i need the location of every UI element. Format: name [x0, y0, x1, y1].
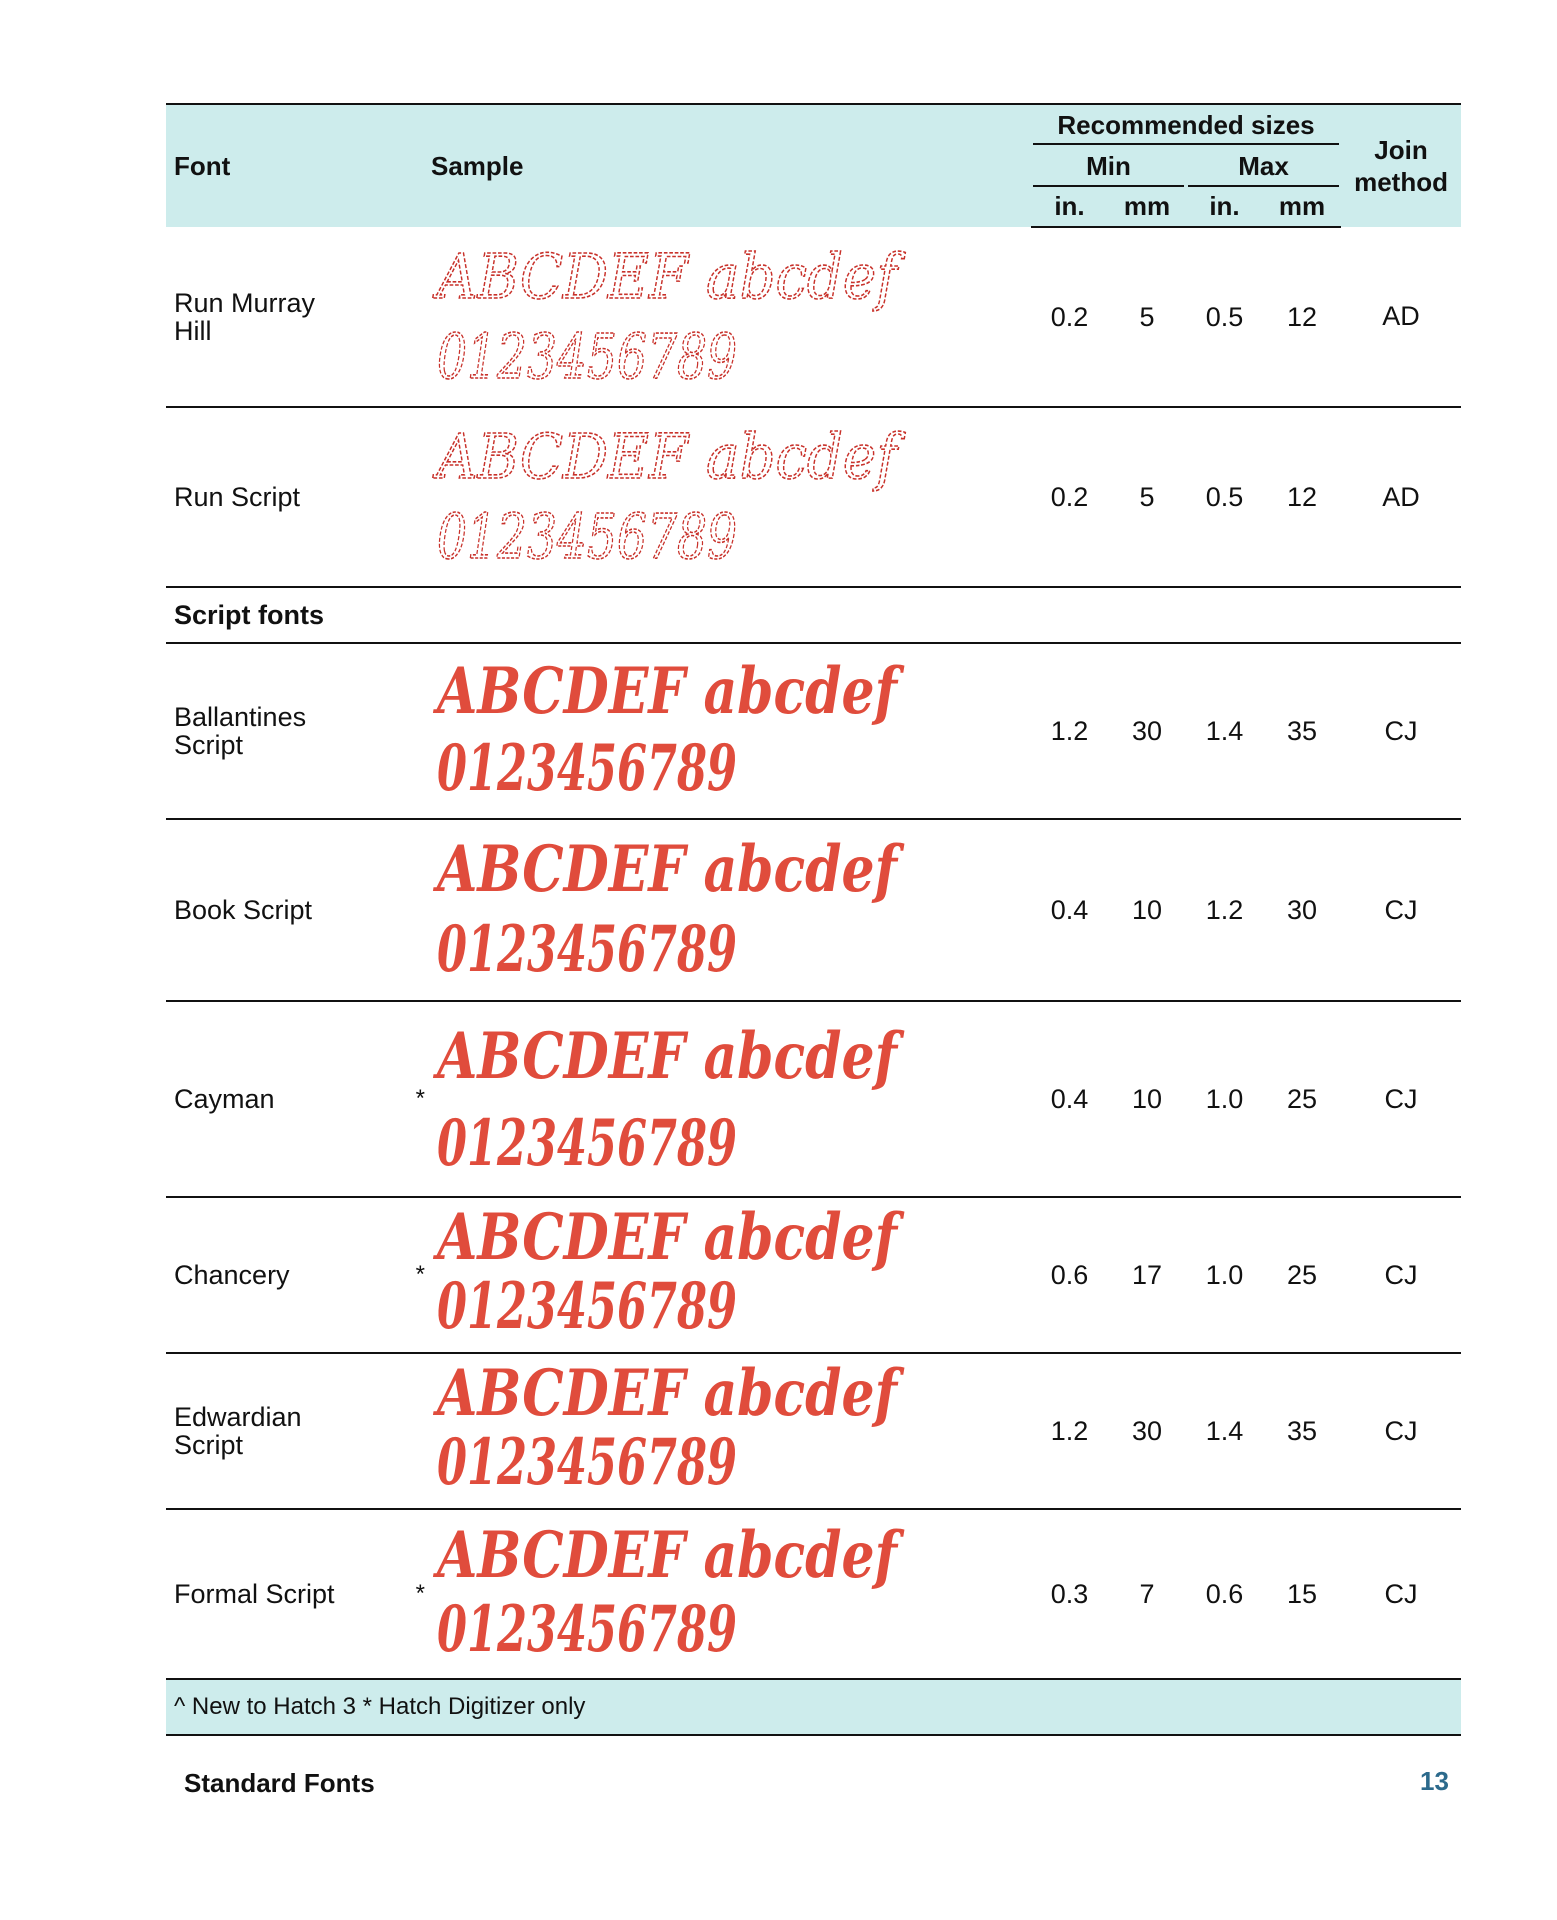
font-name-cell [166, 407, 431, 587]
font-name: Edwardian [174, 1402, 302, 1432]
font-name-line2: Script [174, 730, 244, 760]
min-in-cell: 0.2 [1031, 407, 1108, 587]
min-in-cell: 1.2 [1031, 1353, 1108, 1509]
sample-digits: 0123456789 [437, 1106, 737, 1181]
max-mm-cell: 15 [1263, 1509, 1341, 1679]
sample-cell [431, 643, 1031, 819]
join-cell: CJ [1341, 1197, 1461, 1353]
min-mm-cell: 7 [1108, 1509, 1186, 1679]
sample-letters: ABCDEF abcdef [432, 1200, 905, 1275]
font-name-cell [166, 227, 431, 407]
font-name-cell [166, 1197, 431, 1353]
sample-cell [431, 1197, 1031, 1353]
max-mm-cell: 35 [1263, 643, 1341, 819]
font-name: Formal Script [174, 1579, 335, 1609]
header-font: Font [166, 104, 431, 227]
max-mm-cell: 12 [1263, 227, 1341, 407]
font-name-cell [166, 1353, 431, 1509]
join-cell: AD [1341, 227, 1461, 407]
min-mm-cell: 10 [1108, 819, 1186, 1001]
footnote-row [166, 1679, 1461, 1735]
header-recommended-sizes: Recommended sizes [1031, 104, 1341, 145]
max-in-cell: 1.4 [1186, 643, 1263, 819]
max-mm-cell: 12 [1263, 407, 1341, 587]
embroidery-sample [431, 646, 1031, 816]
max-mm-cell: 35 [1263, 1353, 1341, 1509]
font-name-cell [166, 1509, 431, 1679]
min-mm-cell: 17 [1108, 1197, 1186, 1353]
table-row [166, 1001, 1461, 1197]
header-max: Max [1186, 145, 1341, 187]
header-max-mm: mm [1263, 187, 1341, 227]
header-join-line2: method [1354, 167, 1448, 197]
sample-digits: 0123456789 [437, 912, 737, 987]
table-row [166, 1353, 1461, 1509]
sample-cell [431, 819, 1031, 1001]
sample-letters: ABCDEF abcdef [432, 832, 905, 907]
sample-digits: 0123456789 [437, 1269, 737, 1344]
min-mm-cell: 5 [1108, 407, 1186, 587]
footer-title: Standard Fonts [184, 1768, 375, 1798]
min-in-cell: 0.4 [1031, 1001, 1108, 1197]
table-header [166, 104, 1461, 227]
min-mm-cell: 30 [1108, 1353, 1186, 1509]
join-cell: CJ [1341, 1001, 1461, 1197]
join-cell: CJ [1341, 1353, 1461, 1509]
font-name-cell [166, 1001, 431, 1197]
font-name: Chancery [174, 1260, 290, 1290]
sample-letters: ABCDEF abcdef [432, 1518, 905, 1593]
sample-digits: 0123456789 [437, 731, 737, 806]
section-heading: Script fonts [166, 587, 1461, 643]
min-in-cell: 1.2 [1031, 643, 1108, 819]
header-join-method [1341, 104, 1461, 227]
font-name: Ballantines [174, 702, 307, 732]
min-in-cell: 0.6 [1031, 1197, 1108, 1353]
sample-letters: ABCDEF abcdef [432, 239, 907, 313]
max-mm-cell: 25 [1263, 1001, 1341, 1197]
table-row [166, 1197, 1461, 1353]
join-cell: CJ [1341, 643, 1461, 819]
font-name: Run Murray [174, 287, 316, 318]
join-cell: AD [1341, 407, 1461, 587]
section-row [166, 587, 1461, 643]
font-name: Cayman [174, 1084, 275, 1114]
embroidery-sample [431, 230, 1031, 404]
embroidery-sample [431, 1200, 1031, 1350]
table-row [166, 227, 1461, 407]
digitizer-only-marker: * [415, 1580, 425, 1607]
embroidery-sample [431, 822, 1031, 998]
sample-cell [431, 227, 1031, 407]
header-min: Min [1031, 145, 1186, 187]
footnote-text: ^ New to Hatch 3 * Hatch Digitizer only [166, 1679, 1461, 1735]
sample-letters: ABCDEF abcdef [432, 1356, 905, 1431]
sample-digits: 0123456789 [437, 1425, 737, 1500]
sample-cell [431, 1001, 1031, 1197]
sample-letters: ABCDEF abcdef [432, 420, 907, 493]
join-cell: CJ [1341, 819, 1461, 1001]
max-in-cell: 1.2 [1186, 819, 1263, 1001]
font-name: Run Script [174, 482, 301, 512]
min-mm-cell: 10 [1108, 1001, 1186, 1197]
digitizer-only-marker: * [415, 1261, 425, 1288]
max-in-cell: 0.5 [1186, 407, 1263, 587]
font-name-cell [166, 643, 431, 819]
sample-letters: ABCDEF abcdef [432, 1019, 905, 1094]
max-in-cell: 0.6 [1186, 1509, 1263, 1679]
font-name-cell [166, 819, 431, 1001]
min-in-cell: 0.2 [1031, 227, 1108, 407]
table-body [166, 227, 1461, 1735]
font-name: Book Script [174, 895, 313, 925]
font-name-line2: Hill [174, 315, 212, 346]
table-row [166, 1509, 1461, 1679]
fonts-table [166, 103, 1461, 1736]
sample-digits: 0123456789 [437, 1592, 737, 1667]
min-in-cell: 0.3 [1031, 1509, 1108, 1679]
embroidery-sample [431, 410, 1031, 584]
sample-digits: 0123456789 [437, 319, 737, 393]
embroidery-sample [431, 1356, 1031, 1506]
table-row [166, 819, 1461, 1001]
digitizer-only-marker: * [415, 1085, 425, 1112]
max-in-cell: 1.4 [1186, 1353, 1263, 1509]
sample-cell [431, 1509, 1031, 1679]
sample-cell [431, 1353, 1031, 1509]
font-name-line2: Script [174, 1430, 244, 1460]
header-max-in: in. [1186, 187, 1263, 227]
header-min-mm: mm [1108, 187, 1186, 227]
max-in-cell: 0.5 [1186, 227, 1263, 407]
embroidery-sample [431, 1512, 1031, 1676]
page-number: 13 [1420, 1766, 1449, 1796]
header-join-line1: Join [1374, 135, 1428, 165]
header-sample: Sample [431, 104, 1031, 227]
sample-letters: ABCDEF abcdef [432, 654, 905, 729]
min-in-cell: 0.4 [1031, 819, 1108, 1001]
max-mm-cell: 30 [1263, 819, 1341, 1001]
min-mm-cell: 30 [1108, 643, 1186, 819]
join-cell: CJ [1341, 1509, 1461, 1679]
header-min-in: in. [1031, 187, 1108, 227]
table-row [166, 407, 1461, 587]
min-mm-cell: 5 [1108, 227, 1186, 407]
sample-cell [431, 407, 1031, 587]
max-in-cell: 1.0 [1186, 1197, 1263, 1353]
table-row [166, 643, 1461, 819]
sample-digits: 0123456789 [437, 500, 737, 573]
max-mm-cell: 25 [1263, 1197, 1341, 1353]
max-in-cell: 1.0 [1186, 1001, 1263, 1197]
embroidery-sample [431, 1004, 1031, 1194]
